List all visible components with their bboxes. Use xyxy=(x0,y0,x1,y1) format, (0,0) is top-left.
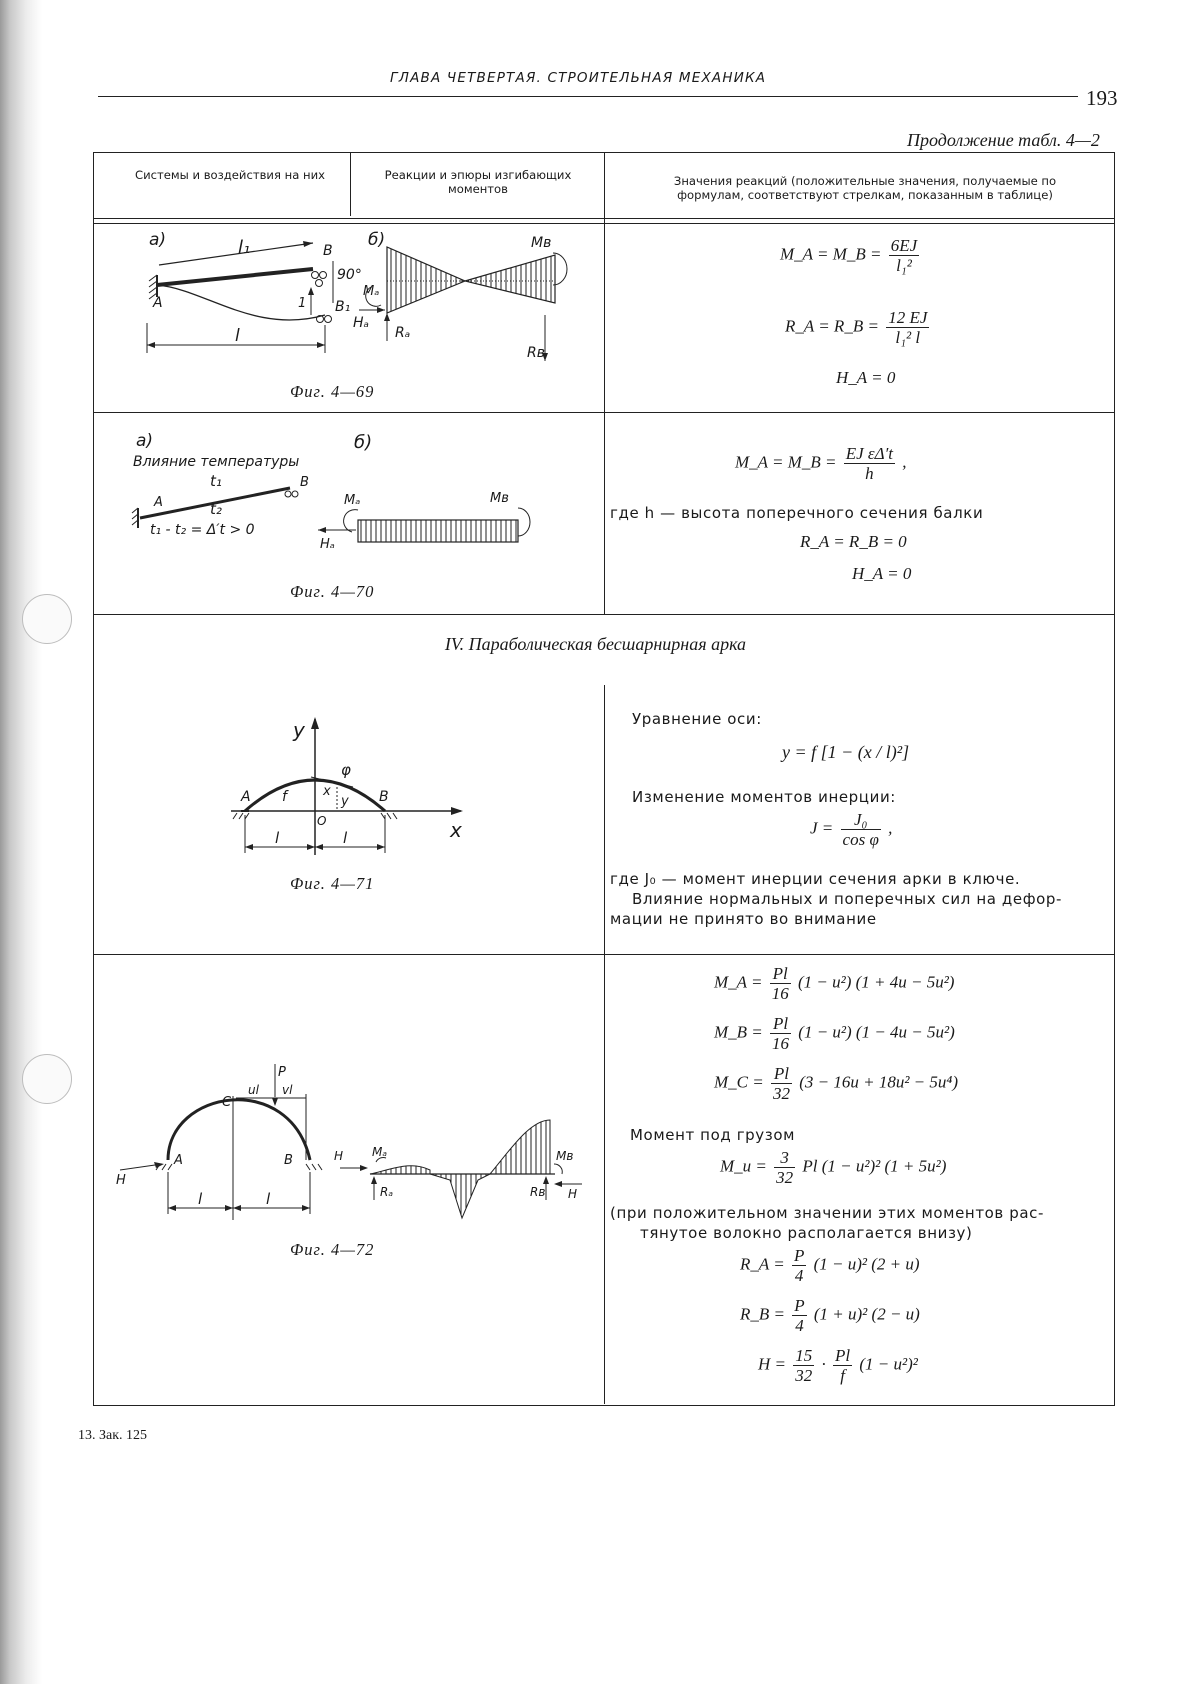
label-B: B xyxy=(284,1153,293,1168)
label-A: A xyxy=(153,295,163,311)
formula-rb-denominator: 4 xyxy=(795,1316,804,1335)
label-MA: Mₐ xyxy=(372,1145,388,1159)
formula-ra-rb: R_A = R_B = xyxy=(785,316,879,336)
formula-ma-denominator: 16 xyxy=(771,984,789,1003)
column-header-systems: Системы и воздействия на них xyxy=(135,168,325,182)
label-B1: B₁ xyxy=(335,299,351,315)
fig-caption-4-72: Фиг. 4—72 xyxy=(290,1240,375,1259)
formula-ma-mb-denominator: l₁² xyxy=(896,256,912,275)
label-MB: Mв xyxy=(490,491,509,506)
formula-ha: H_A = 0 xyxy=(836,368,896,387)
formula-ra-rb-numerator: 12 EJ xyxy=(888,308,928,327)
label-condition: t₁ - t₂ = Δ′t > 0 xyxy=(150,522,255,538)
label-A: A xyxy=(241,789,251,805)
label-ul: ul xyxy=(248,1083,259,1097)
table-continuation: Продолжение табл. 4—2 xyxy=(907,130,1100,150)
label-MA: Mₐ xyxy=(344,493,361,508)
fig-caption-4-71: Фиг. 4—71 xyxy=(290,874,375,893)
formula-ra-rhs: (1 − u)² (2 + u) xyxy=(813,1254,920,1274)
label-x-axis: x xyxy=(450,818,462,842)
label-RA: Rₐ xyxy=(380,1185,394,1199)
label-B: B xyxy=(323,243,333,259)
label-MB: Mв xyxy=(531,235,552,251)
label-l-right: l xyxy=(266,1190,271,1208)
column-header-reactions: Реакции и эпюры изгибающих моментов xyxy=(384,168,572,196)
text-sign-note-2: тянутое волокно располагается внизу) xyxy=(640,1224,973,1242)
formula-rb: R_B = xyxy=(740,1304,785,1324)
formula-inertia-comma: , xyxy=(888,818,893,838)
section-title: IV. Параболическая бесшарнирная арка xyxy=(444,634,747,654)
label-C: C xyxy=(222,1095,232,1110)
label-b: б) xyxy=(368,230,386,250)
formula-ma-mb: M_A = M_B = xyxy=(735,452,837,472)
label-l: l xyxy=(235,326,240,346)
label-a: а) xyxy=(136,431,154,451)
formula-rb-numerator: P xyxy=(794,1296,805,1315)
formula-ma: M_A = xyxy=(714,972,763,992)
fig-4-69-diagram xyxy=(135,225,595,385)
footer-order-number: 13. Зак. 125 xyxy=(78,1428,148,1443)
formula-h: H = xyxy=(758,1354,786,1374)
formula-ra: R_A = xyxy=(740,1254,785,1274)
formula-mc-denominator: 32 xyxy=(772,1084,790,1103)
text-note-line-2: мации не принято во внимание xyxy=(610,910,877,928)
fig-caption-4-69: Фиг. 4—69 xyxy=(290,382,375,401)
label-a: а) xyxy=(149,230,167,250)
formula-ra-denominator: 4 xyxy=(794,1266,804,1285)
formula-ma-mb: M_A = M_B = xyxy=(780,244,882,264)
label-l-left: l xyxy=(198,1190,203,1208)
formula-mu: M_u = xyxy=(720,1156,767,1176)
formula-h-numerator-2: Pl xyxy=(835,1346,851,1365)
label-l-right: l xyxy=(343,829,348,847)
fig-4-72-diagram xyxy=(110,1060,600,1240)
running-head: ГЛАВА ЧЕТВЕРТАЯ. СТРОИТЕЛЬНАЯ МЕХАНИКА xyxy=(390,70,767,86)
formula-ha: H_A = 0 xyxy=(852,564,912,583)
fig-4-70-diagram xyxy=(130,428,570,578)
text-where-h: где h — высота поперечного сечения балки xyxy=(610,504,984,522)
label-A: A xyxy=(174,1153,183,1168)
label-x: x xyxy=(323,784,331,799)
formula-mb-denominator: 16 xyxy=(772,1034,790,1053)
label-RB: Rв xyxy=(530,1185,546,1199)
formula-inertia-numerator: J₀ xyxy=(841,810,881,830)
label-MB: Mв xyxy=(556,1149,574,1163)
formula-axis-equation: y = f [1 − (x / l)²] xyxy=(782,742,910,762)
formula-ma-mb-numerator: EJ εΔ′t xyxy=(845,444,894,463)
label-H-right: H xyxy=(568,1187,578,1201)
formula-h-denominator-2: f xyxy=(840,1366,845,1385)
formula-comma: , xyxy=(902,452,907,472)
formula-mb-rhs: (1 − u²) (1 − 4u − 5u²) xyxy=(798,1022,955,1042)
label-HA: Hₐ xyxy=(353,315,370,331)
text-axis-equation-title: Уравнение оси: xyxy=(632,710,762,728)
text-where-j0: где J₀ — момент инерции сечения арки в ключе. xyxy=(610,870,1021,888)
formula-ra-numerator: P xyxy=(793,1246,805,1265)
row-divider xyxy=(93,614,1115,615)
header-rule xyxy=(98,96,1078,97)
formula-h-rhs: (1 − u²)² xyxy=(859,1354,918,1374)
label-l-left: l xyxy=(275,829,280,847)
formula-mu-denominator: 32 xyxy=(776,1168,794,1187)
formula-mc: M_C = xyxy=(714,1072,764,1092)
formula-mu-rhs: Pl (1 − u²)² (1 + 5u²) xyxy=(802,1156,947,1176)
label-vl: vl xyxy=(282,1083,293,1097)
formula-h-denominator-1: 32 xyxy=(795,1366,813,1385)
label-b: б) xyxy=(354,432,373,453)
binder-hole xyxy=(22,1054,72,1104)
formula-mc-rhs: (3 − 16u + 18u² − 5u⁴) xyxy=(799,1072,958,1092)
formula-ra-rb: R_A = R_B = 0 xyxy=(800,532,907,551)
label-y: y xyxy=(341,794,349,809)
formula-inertia-denominator: cos φ xyxy=(842,830,879,849)
label-f: f xyxy=(282,789,287,805)
label-B: B xyxy=(300,475,309,490)
formula-ma-mb-numerator: 6EJ xyxy=(890,236,918,255)
text-note-line-1: Влияние нормальных и поперечных сил на дефор- xyxy=(632,890,1063,908)
label-y-axis: y xyxy=(293,718,305,742)
label-t2: t₂ xyxy=(210,500,222,518)
label-influence: Влияние температуры xyxy=(133,454,300,470)
formula-ma-rhs: (1 − u²) (1 + 4u − 5u²) xyxy=(797,972,955,992)
column-divider xyxy=(350,152,351,216)
page-number: 193 xyxy=(1086,86,1118,110)
label-H-left: H xyxy=(116,1173,126,1188)
formula-mb-numerator: Pl xyxy=(770,1014,791,1034)
formula-rb-rhs: (1 + u)² (2 − u) xyxy=(813,1304,920,1324)
column-divider xyxy=(604,685,605,1404)
label-O: O xyxy=(317,814,327,828)
formula-inertia: J = xyxy=(810,818,834,838)
formula-ma-mb-denominator: h xyxy=(865,464,874,483)
scan-edge xyxy=(0,0,42,1684)
text-moment-under-load: Момент под грузом xyxy=(630,1126,796,1144)
column-divider xyxy=(604,152,605,614)
label-phi: φ xyxy=(341,761,351,779)
formula-ra-rb-denominator: l₁² l xyxy=(895,328,921,347)
label-RB: Rв xyxy=(527,345,545,361)
fig-caption-4-70: Фиг. 4—70 xyxy=(290,582,375,601)
column-header-values: Значения реакций (положительные значения, получаемые по формулам, соответствуют стрелкам, показанным в таблице) xyxy=(673,174,1057,202)
label-RA: Rₐ xyxy=(395,325,411,341)
text-inertia-title: Изменение моментов инерции: xyxy=(632,788,896,806)
label-HA: Hₐ xyxy=(320,537,335,552)
text-sign-note-1: (при положительном значении этих моментов рас- xyxy=(610,1204,1045,1222)
label-l1: l₁ xyxy=(238,237,251,258)
formula-h-numerator-1: 15 xyxy=(795,1346,813,1365)
formula-mu-numerator: 3 xyxy=(774,1148,795,1168)
formula-mc-numerator: Pl xyxy=(771,1064,792,1084)
label-t1: t₁ xyxy=(210,472,222,490)
fig-4-71-diagram xyxy=(225,715,475,865)
label-MA: Mₐ xyxy=(363,284,380,299)
formula-h-dot: · xyxy=(821,1354,826,1374)
label-A: A xyxy=(154,495,163,510)
formula-mb: M_B = xyxy=(714,1022,763,1042)
label-angle: 90° xyxy=(337,267,362,283)
label-B: B xyxy=(379,789,389,805)
label-one: 1 xyxy=(298,296,307,311)
label-P: P xyxy=(278,1065,286,1080)
formula-ma-numerator: Pl xyxy=(770,964,791,984)
label-H-diagram: H xyxy=(334,1149,344,1163)
